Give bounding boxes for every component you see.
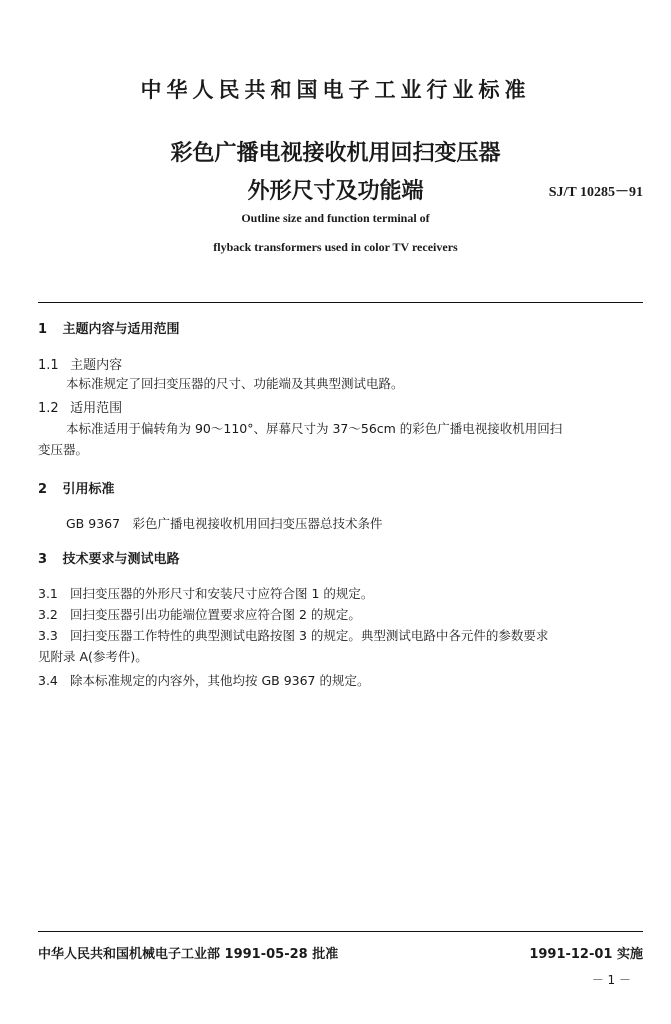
page-number: － 1 －: [591, 973, 631, 987]
section-1-2-text-line-2: 变压器。: [38, 442, 89, 457]
english-title-line-2: flyback transformers used in color TV receivers: [213, 240, 458, 254]
header-divider: [38, 302, 643, 303]
clause-3-3-text-line-1: 回扫变压器工作特性的典型测试电路按图 3 的规定。典型测试电路中各元件的参数要求: [69, 628, 549, 643]
approval-line: 中华人民共和国机械电子工业部 1991-05-28 批准: [38, 947, 339, 962]
section-2-number: 2: [38, 482, 48, 497]
section-3-title: 技术要求与测试电路: [62, 552, 180, 567]
clause-3-4-number: 3.4: [38, 673, 58, 688]
english-title-line-1: Outline size and function terminal of: [241, 211, 430, 225]
section-3-heading: [38, 548, 180, 567]
section-2-heading: [38, 478, 115, 497]
clause-3-4-text: 除本标准规定的内容外，其他均按 GB 9367 的规定。: [69, 673, 370, 688]
footer-divider: [38, 931, 643, 932]
clause-3-3-number: 3.3: [38, 628, 58, 643]
section-1-1-number: 1.1: [38, 358, 59, 373]
effective-date: 1991-12-01 实施: [529, 947, 643, 962]
title-line-2: 外形尺寸及功能端: [247, 179, 424, 204]
section-1-2-number: 1.2: [38, 401, 59, 416]
section-2-title: 引用标准: [62, 482, 115, 497]
clause-3-3-text-line-2: 见附录 A(参考件)。: [38, 649, 148, 664]
section-1-2-text-line-1: 本标准适用于偏转角为 90～110°、屏幕尺寸为 37～56cm 的彩色广播电视接收机用回扫: [66, 421, 563, 436]
clause-3-2-number: 3.2: [38, 607, 58, 622]
section-1-2-title: 适用范围: [70, 401, 123, 416]
section-1-1-heading: [38, 354, 122, 373]
section-1-2-heading: [38, 397, 122, 416]
referenced-standard: GB 9367 彩色广播电视接收机用回扫变压器总技术条件: [66, 516, 383, 531]
section-1-heading: [38, 318, 180, 337]
section-1-1-text: 本标准规定了回扫变压器的尺寸、功能端及其典型测试电路。: [66, 376, 404, 391]
clause-3-2-text: 回扫变压器引出功能端位置要求应符合图 2 的规定。: [69, 607, 361, 622]
clause-3-1-number: 3.1: [38, 586, 58, 601]
industry-standard-heading: 中华人民共和国电子工业行业标准: [140, 78, 531, 102]
clause-3-4: [38, 670, 369, 691]
clause-3-1-text: 回扫变压器的外形尺寸和安装尺寸应符合图 1 的规定。: [69, 586, 374, 601]
section-3-number: 3: [38, 552, 48, 567]
section-1-title: 主题内容与适用范围: [62, 322, 180, 337]
title-line-1: 彩色广播电视接收机用回扫变压器: [170, 141, 501, 166]
clause-3-2: [38, 604, 361, 625]
clause-3-3: [38, 625, 548, 646]
standard-code: SJ/T 10285－91: [548, 185, 643, 200]
section-1-number: 1: [38, 322, 48, 337]
section-1-1-title: 主题内容: [70, 358, 123, 373]
clause-3-1: [38, 583, 373, 604]
